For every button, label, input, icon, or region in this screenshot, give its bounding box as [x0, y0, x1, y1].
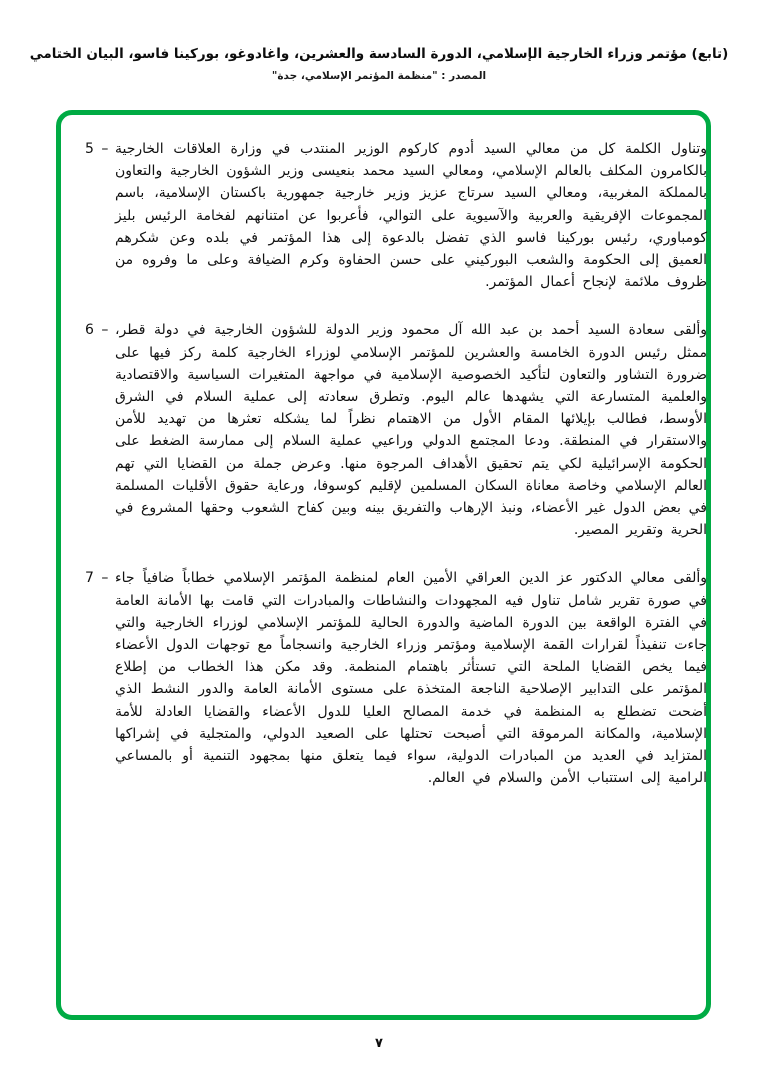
paragraph-6-number: 6 –	[85, 322, 109, 339]
paragraph-6-text: وألقى سعادة السيد أحمد بن عبد الله آل محمود وزير الدولة للشؤون الخارجية في دولة قطر، ممثل رئيس الدورة الخامسة والعشرين للمؤتمر الإسلامي لوزراء الخارجية كلمة ركز فيها على ضرورة التشاور والتعاون لتأكيد الخصوصية الإسلامية في مواجهة المتغيرات السياسية والاقتصادية والعلمية المتسارعة التي يشهدها عالم اليوم. وتطرق سعادته إلى عملية السلام في الشرق الأوسط، فطالب بإيلائها المقام الأول من الاهتمام نظراً لما يشكله تعثرها من تهديد للأمن والاستقرار في المنطقة. ودعا المجتمع الدولي وراعيي عملية السلام إلى ممارسة الضغط على الحكومة الإسرائيلية لكي يتم تحقيق الأهداف المرجوة منها. وعرض جملة من القضايا التي تهم العالم الإسلامي وخاصة معاناة السكان المسلمين لإقليم كوسوفا، ورعاية حقوق الأقليات المسلمة في بعض الدول غير الأعضاء، ونبذ الإرهاب والتفريق بينه وبين كفاح الشعوب وحقها المشروع في الحرية وتقرير المصير.	[115, 322, 707, 539]
paragraph-5	[85, 138, 707, 293]
document-header	[0, 46, 758, 82]
document-body	[85, 138, 707, 815]
page-number: ٧	[375, 1036, 383, 1051]
paragraph-5-number: 5 –	[85, 141, 109, 157]
paragraph-5-text: وتناول الكلمة كل من معالي السيد أدوم كاركوم الوزير المنتدب في وزارة العلاقات الخارجية بالكامرون المكلف بالعالم الإسلامي، ومعالي السيد محمد بنعيسى وزير الشؤون الخارجية والتعاون بالمملكة المغربية، ومعالي السيد سرتاج عزيز وزير خارجية جمهورية باكستان الإسلامية، باسم المجموعات الإفريقية والعربية والآسيوية على التوالي، فأعربوا عن امتنانهم لفخامة الرئيس بليز كومباوري، رئيس بوركينا فاسو الذي تفضل بالدعوة إلى هذا المؤتمر في بلده وعن شكرهم العميق إلى الحكومة والشعب البوركيني على حسن الحفاوة وكرم الضيافة وعلى ما وفروه من ظروف ملائمة لإنجاح أعمال المؤتمر.	[115, 141, 707, 291]
document-title: (تابع) مؤتمر وزراء الخارجية الإسلامي، الدورة السادسة والعشرين، واغادوغو، بوركينا فاسو، البيان الختامي	[29, 46, 729, 62]
document-source-line: المصدر : "منظمة المؤتمر الإسلامي، جدة"	[271, 70, 487, 82]
paragraph-7	[85, 567, 707, 789]
paragraph-7-number: 7 –	[85, 570, 109, 587]
paragraph-7-text: وألقى معالي الدكتور عز الدين العراقي الأمين العام لمنظمة المؤتمر الإسلامي خطاباً ضافياً جاء في صورة تقرير شامل تناول فيه المجهودات والنشاطات والمبادرات التي قامت بها الأمانة العامة في الفترة الواقعة بين الدورة الماضية والدورة الحالية للمؤتمر الإسلامي لوزراء الخارجية والتي جاءت تنفيذاً لقرارات القمة الإسلامية ومؤتمر وزراء الخارجية وانسجاماً مع توجهات الدول الأعضاء فيما يخص القضايا الملحة التي تستأثر باهتمام المنظمة. وقد مكن هذا الخطاب من إطلاع المؤتمر على التدابير الإصلاحية الناجعة المتخذة على مستوى الأمانة العامة والدور النشط الذي أضحت تضطلع به المنظمة في خدمة المصالح العليا للدول الأعضاء والقضايا العادلة للأمة الإسلامية، والمكانة المرموقة التي أصبحت تحتلها على الصعيد الدولي، والمتجلية في إشراكها المتزايد في العديد من المبادرات الدولية، سواء فيما يتعلق منها بمجهود التنمية أو بالمساعي الرامية إلى استتباب الأمن والسلام في العالم.	[115, 570, 707, 787]
paragraph-6	[85, 319, 707, 541]
